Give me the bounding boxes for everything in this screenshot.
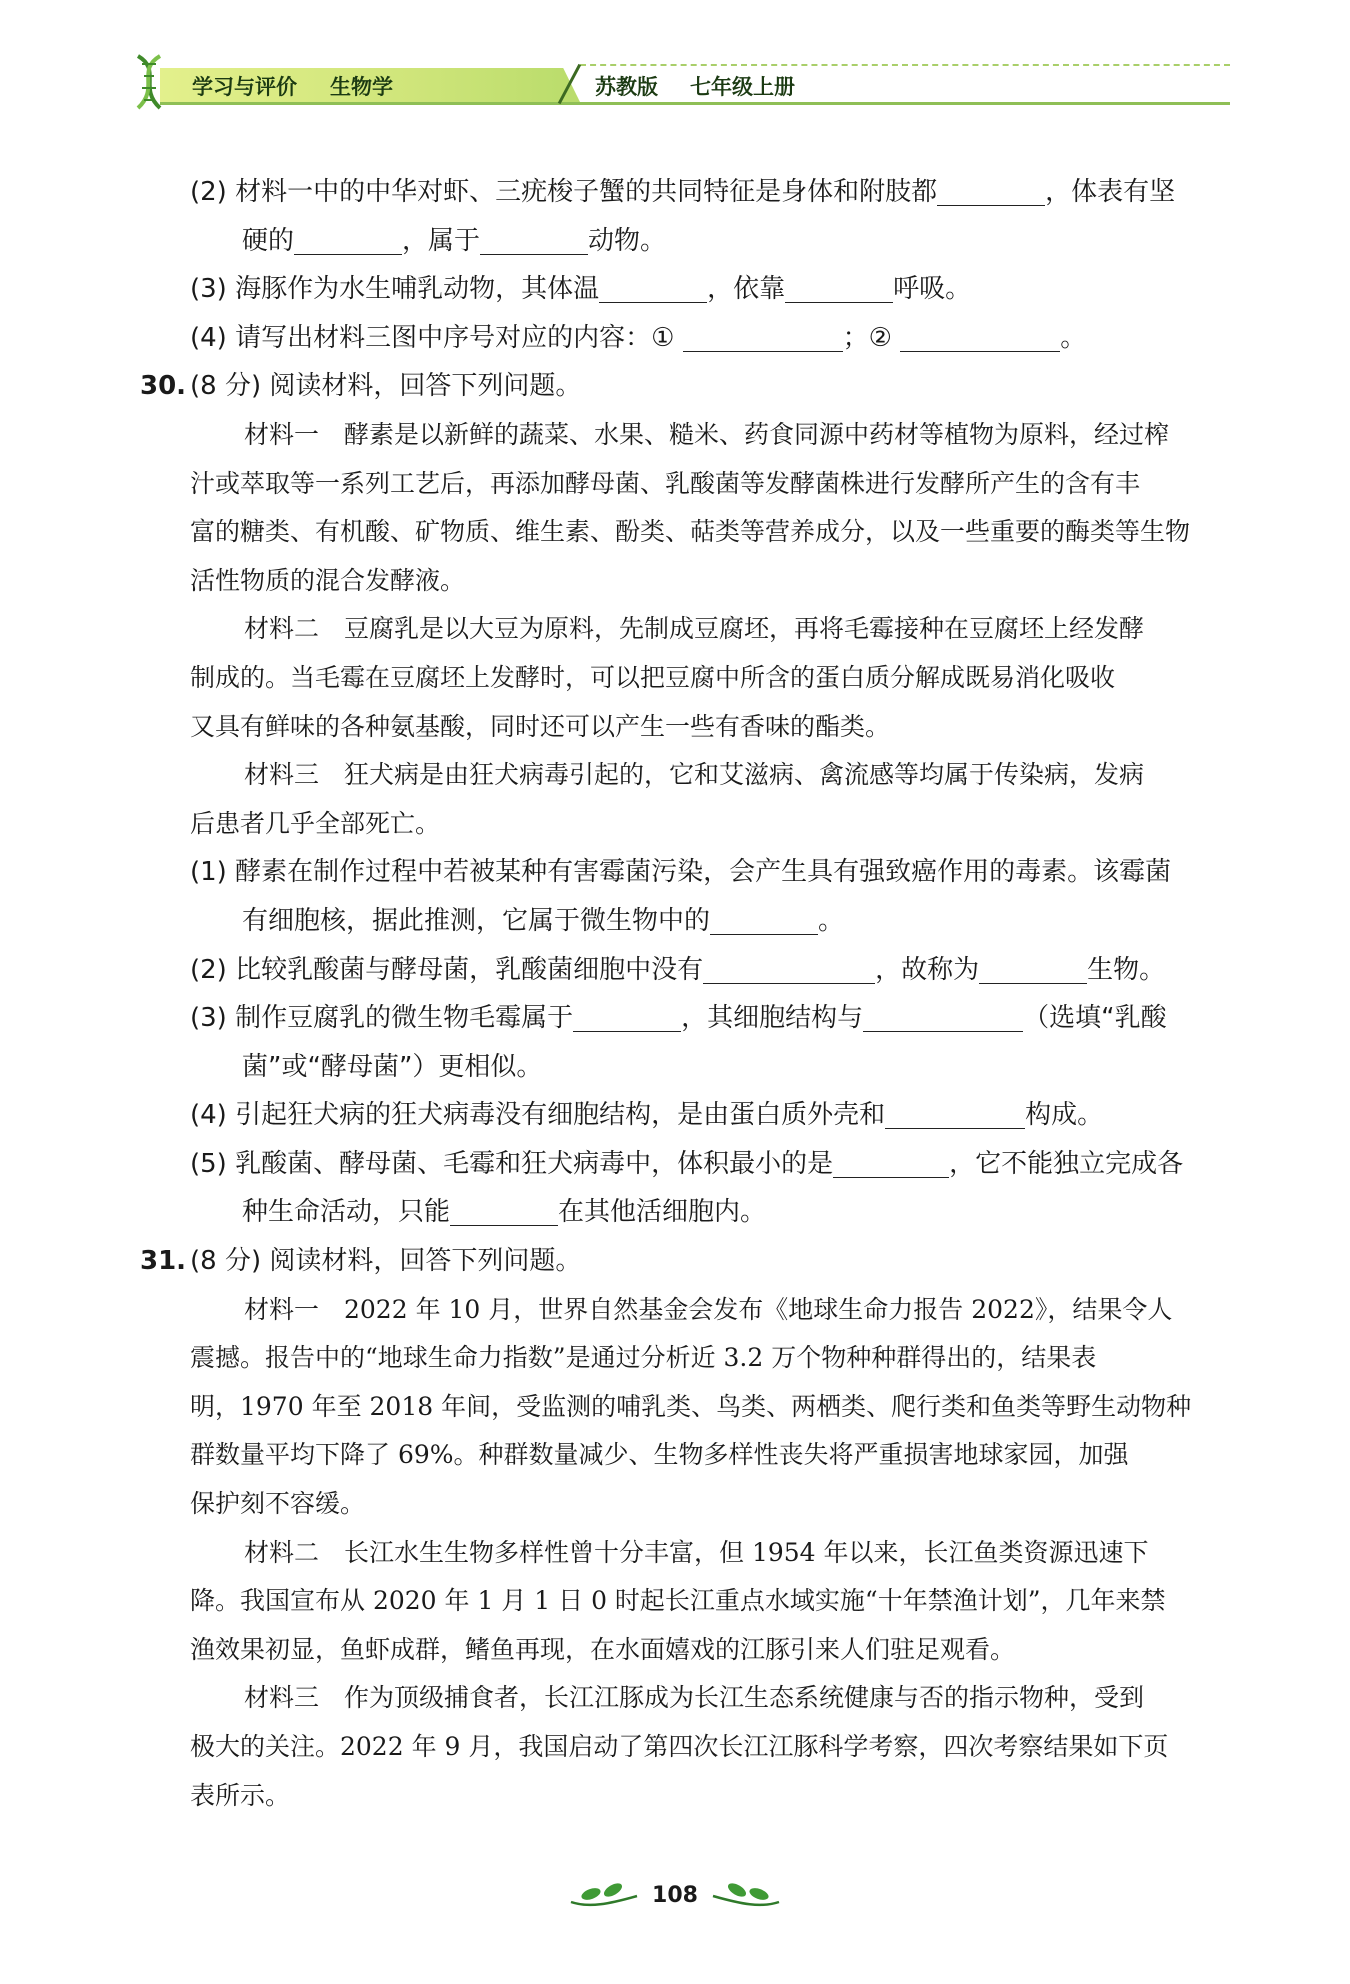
q31-material3: 极大的关注。2022 年 9 月，我国启动了第四次长江江豚科学考察，四次考察结果如下页 [190, 1732, 1169, 1761]
q31-material2: 材料二 长江水生生物多样性曾十分丰富，但 1954 年以来，长江鱼类资源迅速下 [244, 1537, 1149, 1567]
q30-material2: 材料二 豆腐乳是以大豆为原料，先制成豆腐坯，再将毛霉接种在豆腐坯上经发酵 [244, 614, 1145, 644]
q30-material3: 材料三 狂犬病是由狂犬病毒引起的，它和艾滋病、禽流感等均属于传染病，发病 [244, 760, 1145, 790]
book-subject: 生物学 [330, 75, 393, 99]
q30-item-2: (2) 比较乳酸菌与酵母菌，乳酸菌细胞中没有 ，故称为 生物。 [190, 954, 1166, 985]
q31-material1: 材料一 2022 年 10 月，世界自然基金会发布《地球生命力报告 2022》，结果令人 [244, 1294, 1173, 1324]
q31-material1: 保护刻不容缓。 [190, 1489, 366, 1519]
q31-material2: 渔效果初显，鱼虾成群，鳍鱼再现，在水面嬉戏的江豚引来人们驻足观看。 [190, 1634, 1016, 1664]
q30-item-1-line2: 有细胞核，据此推测，它属于微生物中的 。 [242, 905, 845, 936]
answer-blank[interactable] [450, 1195, 558, 1226]
q31-material1: 震撼。报告中的“地球生命力指数”是通过分析近 3.2 万个物种种群得出的，结果表 [190, 1343, 1097, 1373]
answer-blank[interactable] [785, 272, 893, 303]
q30-item-5-line1: (5) 乳酸菌、酵母菌、毛霉和狂犬病毒中，体积最小的是 ，它不能独立完成各 [190, 1148, 1184, 1179]
page-footer [0, 1880, 1350, 1910]
answer-blank[interactable] [480, 224, 588, 255]
q29-item-2-line1: (2) 材料一中的中华对虾、三疣梭子蟹的共同特征是身体和附肢都 ，体表有坚 [190, 177, 1176, 207]
book-title: 学习与评价 [192, 75, 297, 99]
page-number: 108 [652, 1882, 698, 1908]
header-dashed-line [580, 64, 1230, 66]
q29-item-4: (4) 请写出材料三图中序号对应的内容：① ；② 。 [190, 322, 1087, 353]
q30-item-3-line2: 菌”或“酵母菌”）更相似。 [242, 1051, 543, 1082]
q30-material1: 富的糖类、有机酸、矿物质、维生素、酚类、萜类等营养成分，以及一些重要的酶类等生物 [190, 517, 1191, 547]
answer-blank[interactable] [979, 953, 1087, 984]
header-underline [160, 102, 1230, 105]
answer-blank[interactable] [937, 175, 1045, 206]
answer-blank[interactable] [703, 953, 875, 984]
q30-item-1-line1: (1) 酵素在制作过程中若被某种有害霉菌污染，会产生具有强致癌作用的毒素。该霉菌 [190, 857, 1172, 888]
leaf-ornament-left-icon [569, 1880, 639, 1910]
q31-material1: 明，1970 年至 2018 年间，受监测的哺乳类、鸟类、两栖类、爬行类和鱼类等野生动物种 [190, 1391, 1192, 1421]
book-grade: 七年级上册 [690, 75, 795, 99]
q30-material2: 又具有鲜味的各种氨基酸，同时还可以产生一些有香味的酯类。 [190, 711, 891, 741]
question-number: 31. [140, 1246, 187, 1277]
q30-item-3-line1: (3) 制作豆腐乳的微生物毛霉属于 ，其细胞结构与 （选填“乳酸 [190, 1003, 1167, 1034]
q30-material3: 后患者几乎全部死亡。 [190, 808, 441, 838]
answer-blank[interactable] [900, 321, 1060, 352]
page-header [130, 52, 1230, 112]
page-content [140, 168, 1240, 1820]
q31-material3: 表所示。 [190, 1780, 291, 1810]
q30-header: 30. (8 分) 阅读材料，回答下列问题。 [140, 362, 1240, 411]
q29-item-3: (3) 海豚作为水生哺乳动物，其体温 ，依靠 呼吸。 [190, 274, 972, 305]
answer-blank[interactable] [863, 1001, 1023, 1032]
q31-material1: 群数量平均下降了 69%。种群数量减少、生物多样性丧失将严重损害地球家园，加强 [190, 1440, 1129, 1470]
answer-blank[interactable] [885, 1098, 1025, 1129]
q30-item-4: (4) 引起狂犬病的狂犬病毒没有细胞结构，是由蛋白质外壳和 构成。 [190, 1100, 1104, 1131]
book-edition: 苏教版 [595, 75, 658, 99]
q30-material1: 活性物质的混合发酵液。 [190, 565, 466, 595]
answer-blank[interactable] [599, 272, 707, 303]
q31-material3: 材料三 作为顶级捕食者，长江江豚成为长江生态系统健康与否的指示物种，受到 [244, 1683, 1145, 1713]
answer-blank[interactable] [710, 904, 818, 935]
q30-material2: 制成的。当毛霉在豆腐坯上发酵时，可以把豆腐中所含的蛋白质分解成既易消化吸收 [190, 662, 1116, 692]
q30-material1: 汁或萃取等一系列工艺后，再添加酵母菌、乳酸菌等发酵菌株进行发酵所产生的含有丰 [190, 468, 1141, 498]
question-number: 30. [140, 371, 187, 402]
answer-blank[interactable] [573, 1001, 681, 1032]
answer-blank[interactable] [683, 321, 843, 352]
q31-material2: 降。我国宣布从 2020 年 1 月 1 日 0 时起长江重点水域实施“十年禁渔计划”，几年来禁 [190, 1586, 1166, 1616]
answer-blank[interactable] [833, 1147, 949, 1178]
answer-blank[interactable] [294, 224, 402, 255]
q29-item-2-line2: 硬的 ，属于 动物。 [242, 225, 667, 256]
leaf-ornament-right-icon [711, 1880, 781, 1910]
q30-item-5-line2: 种生命活动，只能 在其他活细胞内。 [242, 1197, 767, 1228]
q31-header: 31. (8 分) 阅读材料，回答下列问题。 [140, 1237, 1240, 1286]
q30-material1: 材料一 酵素是以新鲜的蔬菜、水果、糙米、药食同源中药材等植物为原料，经过榨 [244, 419, 1170, 449]
